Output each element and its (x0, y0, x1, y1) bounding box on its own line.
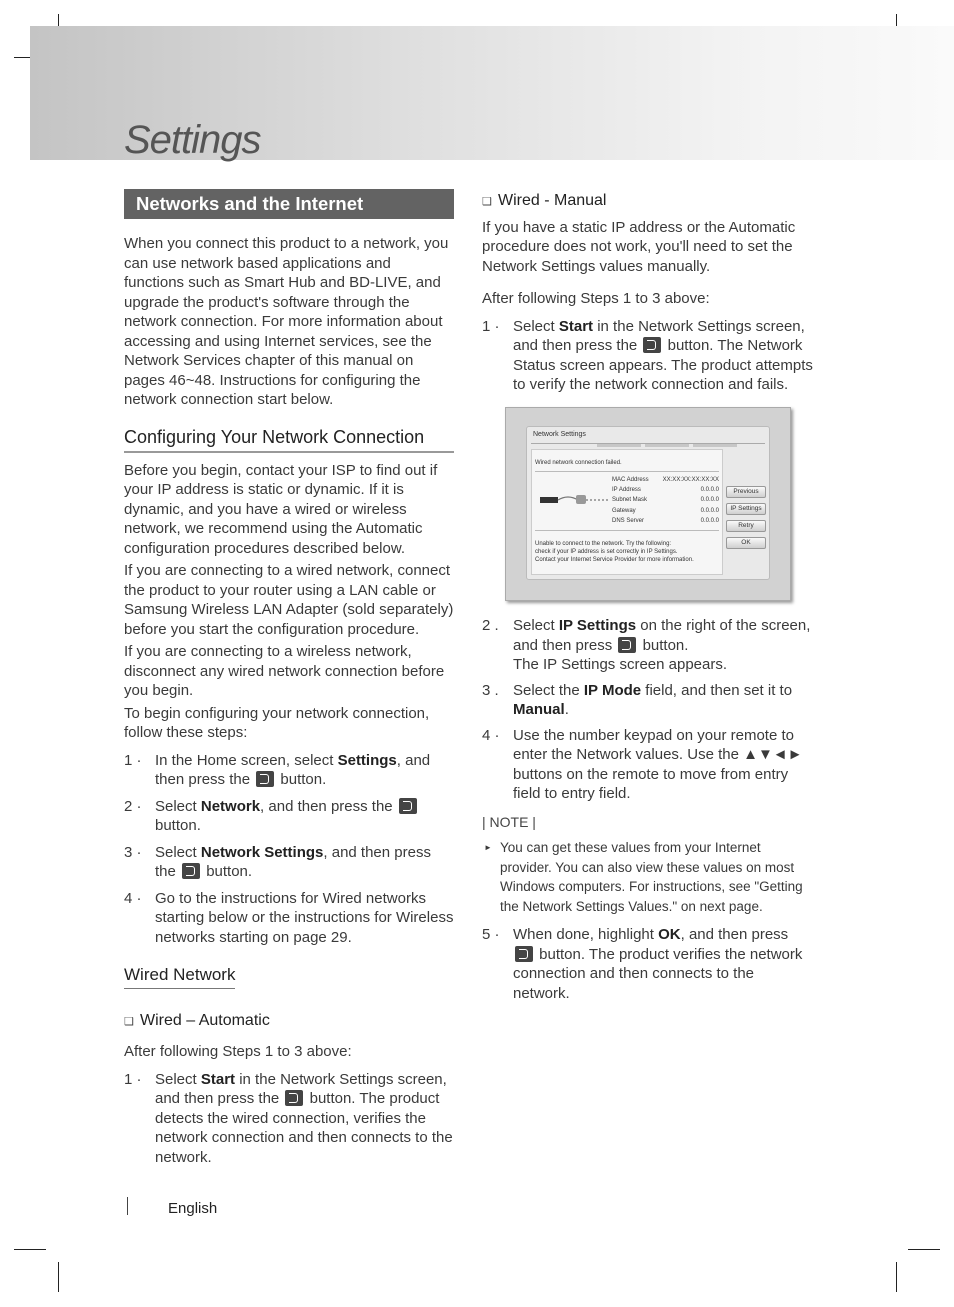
separator (535, 471, 719, 472)
ok-button[interactable]: OK (726, 537, 766, 549)
gateway-value: 0.0.0.0 (700, 508, 719, 514)
crop-mark (908, 1249, 940, 1250)
tab-bar (693, 444, 737, 447)
enter-button-icon (182, 863, 200, 879)
network-connection-icon (538, 490, 610, 512)
right-column-bottom (482, 616, 814, 1003)
dns-value: 0.0.0.0 (700, 518, 719, 524)
config-paragraph: If you are connecting to a wired network, connect the product to your router using a LAN cable or Samsung Wireless LAN Adapter (sold separately) before you start the configuration procedure. (124, 562, 454, 638)
section-title: Networks and the Internet (124, 189, 454, 219)
list-item: 4 · Use the number keypad on your remote to enter the Network values. Use the ▲▼◄► buttons on the remote to move from entry field to entry field. (482, 726, 803, 802)
mac-label: MAC Address (612, 477, 649, 483)
subnet-value: 0.0.0.0 (700, 497, 719, 503)
enter-button-icon (285, 1090, 303, 1106)
error-message: Contact your Internet Service Provider for more information. (535, 557, 694, 563)
tab-bar (597, 444, 641, 447)
crop-mark (896, 1262, 897, 1292)
enter-button-icon (643, 337, 661, 353)
crop-mark (14, 1249, 46, 1250)
footer-divider (127, 1197, 128, 1215)
config-paragraph: Before you begin, contact your ISP to find out if your IP address is static or dynamic. If it is dynamic, and you have a wired or wireless network, we recommend using the Automatic configuration procedures described below. (124, 461, 438, 557)
enter-button-icon (399, 798, 417, 814)
list-item: 3 · Select Network Settings, and then press the button. (124, 843, 431, 880)
bullet-arrow-icon: ► (484, 843, 492, 852)
left-column (124, 189, 454, 1167)
previous-button[interactable]: Previous (726, 486, 766, 498)
checkbox-icon: ❑ (482, 196, 492, 208)
panel-title: Network Settings (533, 431, 586, 438)
tab-bar (645, 444, 689, 447)
manual-paragraph: If you have a static IP address or the Automatic procedure does not work, you'll need to set the Network Settings values manually. (482, 218, 796, 275)
list-item: 1 · Select Start in the Network Settings screen, and then press the button. The Network Status screen appears. The product attempts to verify the network connection and fails. (482, 317, 813, 393)
list-item: 5 · When done, highlight OK, and then press button. The product verifies the network connection and then connects to the network. (482, 926, 803, 1002)
list-item: 3 . Select the IP Mode field, and then set it to Manual. (482, 681, 793, 718)
config-title: Configuring Your Network Connection (124, 426, 454, 453)
error-message: check if your IP address is set correctly in IP Settings. (535, 549, 678, 555)
ip-value: 0.0.0.0 (700, 487, 719, 493)
list-item: 4 · Go to the instructions for Wired networks starting below or the instructions for Wireless networks starting on page 29. (124, 889, 454, 946)
config-paragraph: If you are connecting to a wireless network, disconnect any wired network connection before you begin. (124, 643, 445, 699)
separator (535, 530, 719, 531)
note-label: | NOTE | (482, 813, 536, 830)
after-steps-text: After following Steps 1 to 3 above: (124, 1043, 352, 1060)
network-settings-screenshot (505, 407, 791, 601)
enter-button-icon (618, 637, 636, 653)
footer-language: English (168, 1200, 218, 1217)
enter-button-icon (515, 946, 533, 962)
checkbox-icon: ❑ (124, 1015, 134, 1028)
ip-settings-button[interactable]: IP Settings (726, 503, 766, 515)
intro-text: When you connect this product to a network, you can use network based applications and functions such as Smart Hub and BD-LIVE, and upgrade the product's software through the network connection. For more information about accessing and using Internet services, see the Network Services chapter of this manual on pages 46~48. Instructions for configuring the network connection start below. (124, 235, 449, 408)
subnet-label: Subnet Mask (612, 497, 648, 503)
wired-auto-heading: ❑ Wired – Automatic (124, 1011, 270, 1029)
gateway-label: Gateway (612, 508, 636, 514)
list-item: 1 · Select Start in the Network Settings screen, and then press the button. The product detects the wired connection, verifies the network connection and then connects to the network. (124, 1070, 453, 1166)
list-item: 2 . Select IP Settings on the right of the screen, and then press button. The IP Settings screen appears. (482, 617, 811, 673)
dns-label: DNS Server (612, 518, 645, 524)
status-text: Wired network connection failed. (535, 460, 622, 466)
list-item: 2 · Select Network, and then press the button. (124, 797, 454, 836)
error-message: Unable to connect to the network. Try the following: (535, 541, 672, 547)
page-title: Settings (124, 118, 261, 162)
retry-button[interactable]: Retry (726, 520, 766, 532)
enter-button-icon (256, 771, 274, 787)
wired-manual-heading: ❑ Wired - Manual (482, 192, 607, 209)
mac-value: XX:XX:XX:XX:XX:XX (662, 477, 719, 483)
ip-label: IP Address (612, 487, 641, 493)
after-steps-text: After following Steps 1 to 3 above: (482, 290, 710, 307)
config-paragraph: To begin configuring your network connection, follow these steps: (124, 704, 430, 741)
list-item: 1 · In the Home screen, select Settings, and then press the button. (124, 751, 431, 788)
crop-mark (58, 1262, 59, 1292)
network-settings-panel (526, 426, 770, 580)
note-text: ► You can get these values from your Internet provider. You can also view these values on most Windows computers. For instructions, see "Getting the Network Settings Values." on next page. (484, 840, 803, 914)
wired-network-title: Wired Network (124, 965, 235, 989)
status-area (531, 449, 723, 575)
right-column-top (482, 191, 814, 395)
